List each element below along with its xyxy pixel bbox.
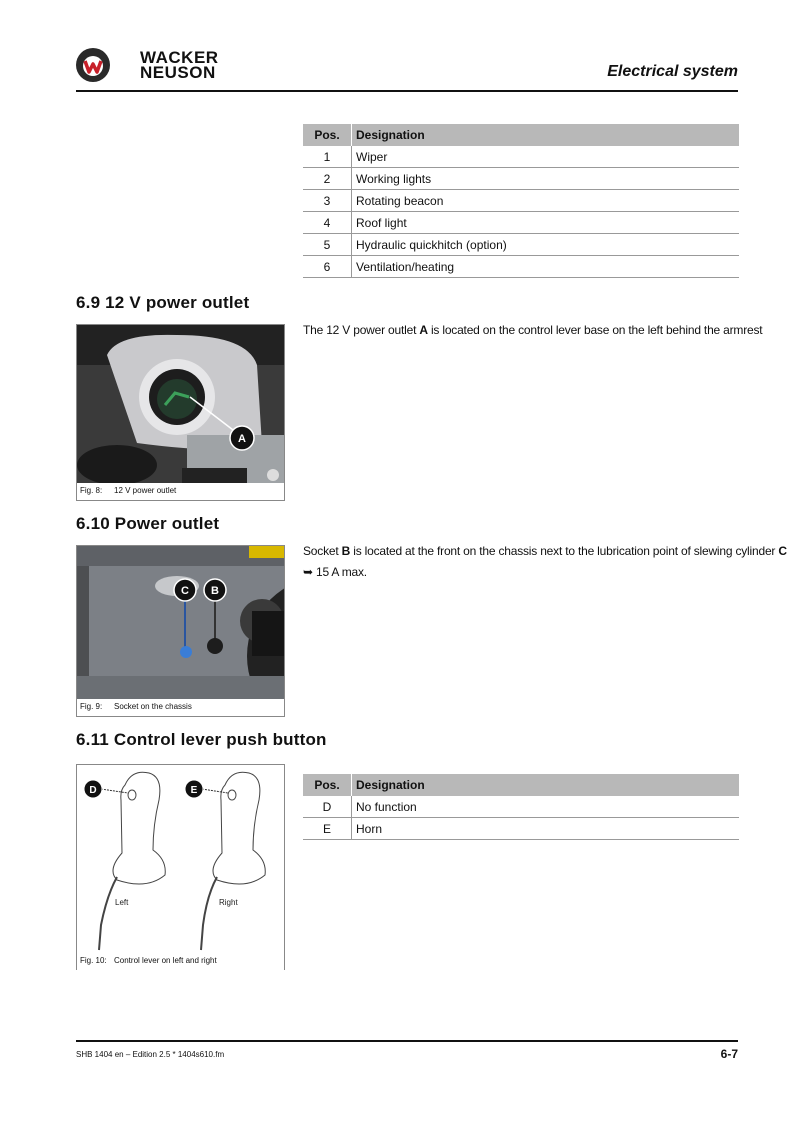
col-header-pos: Pos.	[303, 774, 352, 796]
cell-designation: Working lights	[352, 168, 740, 190]
figure-8	[76, 324, 285, 501]
page-number: 6-7	[720, 1047, 738, 1061]
heading-6-10: 6.10 Power outlet	[76, 514, 220, 533]
note-6-10: ➥ 15 A max.	[303, 565, 367, 579]
cell-pos: D	[303, 796, 352, 818]
table-row	[303, 796, 739, 818]
col-header-designation: Designation	[352, 774, 740, 796]
footer-document-id: SHB 1404 en – Edition 2.5 * 1404s610.fm	[76, 1050, 225, 1059]
col-header-designation: Designation	[352, 124, 740, 146]
brand-name: WACKER NEUSON	[140, 48, 219, 82]
cell-pos: E	[303, 818, 352, 840]
col-header-pos: Pos.	[303, 124, 352, 146]
svg-text:D: D	[89, 785, 97, 796]
designation-table-1	[303, 124, 739, 278]
cell-designation: Roof light	[352, 212, 740, 234]
cell-designation: Wiper	[352, 146, 740, 168]
control-lever-drawing	[77, 765, 284, 955]
cell-pos: 2	[303, 168, 352, 190]
table-row	[303, 234, 739, 256]
table-row	[303, 146, 739, 168]
heading-6-11: 6.11 Control lever push button	[76, 730, 327, 749]
table-row	[303, 212, 739, 234]
table-row	[303, 818, 739, 840]
cell-pos: 4	[303, 212, 352, 234]
cell-designation: Hydraulic quickhitch (option)	[352, 234, 740, 256]
figure-caption: Fig. 9: Socket on the chassis	[80, 702, 192, 711]
cell-designation: No function	[352, 796, 740, 818]
cell-pos: 5	[303, 234, 352, 256]
footer-rule	[76, 1040, 738, 1042]
svg-text:E: E	[190, 785, 198, 796]
figure-9	[76, 545, 285, 717]
cell-designation: Horn	[352, 818, 740, 840]
svg-text:Left: Left	[115, 898, 129, 907]
figure-10	[76, 764, 285, 970]
figure-caption: Fig. 8: 12 V power outlet	[80, 486, 177, 495]
section-title: Electrical system	[607, 63, 738, 80]
paragraph-6-10: Socket B is located at the front on the chassis next to the lubrication point of slewing cylinder C	[303, 544, 787, 558]
designation-table-2	[303, 774, 739, 840]
figure-caption: Fig. 10: Control lever on left and right	[80, 956, 217, 965]
svg-text:B: B	[211, 585, 219, 597]
cell-pos: 6	[303, 256, 352, 278]
arrow-icon: ➥	[303, 565, 313, 579]
chassis-socket-photo	[77, 546, 284, 699]
svg-text:C: C	[181, 585, 189, 597]
svg-text:Right: Right	[219, 898, 238, 907]
heading-6-9: 6.9 12 V power outlet	[76, 293, 250, 312]
header-rule	[76, 90, 738, 92]
power-outlet-photo	[77, 325, 284, 483]
svg-text:A: A	[238, 433, 246, 445]
table-row	[303, 256, 739, 278]
cell-designation: Ventilation/heating	[352, 256, 740, 278]
brand-logo-mark	[82, 55, 106, 77]
table-row	[303, 190, 739, 212]
cell-designation: Rotating beacon	[352, 190, 740, 212]
cell-pos: 3	[303, 190, 352, 212]
paragraph-6-9: The 12 V power outlet A is located on the control lever base on the left behind the armrest	[303, 323, 763, 337]
cell-pos: 1	[303, 146, 352, 168]
table-row	[303, 168, 739, 190]
